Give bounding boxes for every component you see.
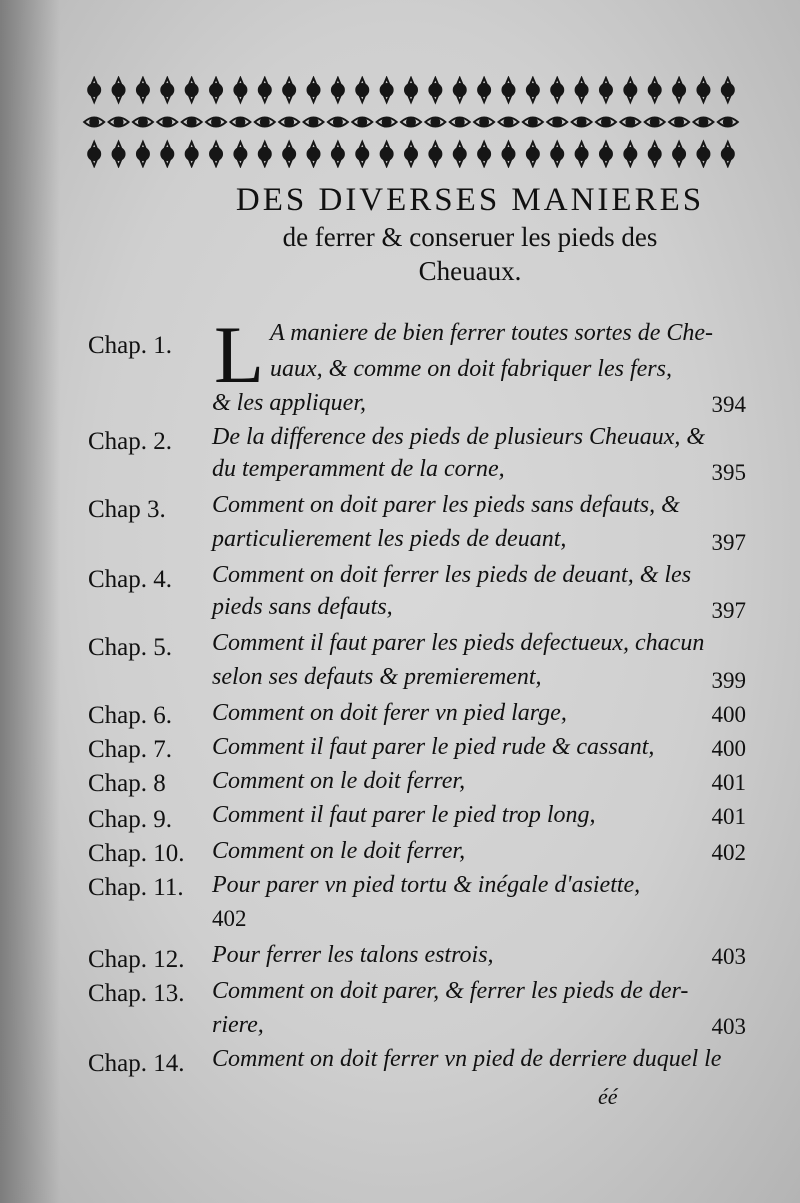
fleuron-mark bbox=[185, 78, 199, 102]
fleuron-mark bbox=[279, 117, 299, 127]
entry-line: Comment il faut parer le pied rude & cassant, bbox=[212, 734, 655, 760]
fleuron-mark bbox=[477, 78, 491, 102]
chapter-label: Chap. 12. bbox=[88, 946, 185, 973]
entry-page-inline: 402 bbox=[212, 906, 247, 931]
page-number: 400 bbox=[711, 736, 746, 761]
fleuron-mark bbox=[355, 142, 369, 166]
page-number: 401 bbox=[711, 804, 746, 829]
fleuron-mark bbox=[258, 142, 272, 166]
fleuron-mark bbox=[596, 117, 616, 127]
fleuron-mark bbox=[112, 78, 126, 102]
fleuron-mark bbox=[428, 142, 442, 166]
chapter-label: Chap. 8 bbox=[88, 770, 166, 797]
fleuron-mark bbox=[672, 78, 686, 102]
fleuron-mark bbox=[550, 142, 564, 166]
gutter-shadow bbox=[0, 0, 60, 1203]
fleuron-mark bbox=[672, 142, 686, 166]
fleuron-mark bbox=[572, 117, 592, 127]
entry-line: pieds sans defauts, bbox=[212, 594, 393, 620]
fleuron-mark bbox=[453, 78, 467, 102]
fleuron-mark bbox=[623, 142, 637, 166]
fleuron-mark bbox=[718, 117, 738, 127]
fleuron-mark bbox=[599, 78, 613, 102]
chapter-label: Chap. 10. bbox=[88, 840, 185, 867]
fleuron-mark bbox=[501, 142, 515, 166]
page-number: 402 bbox=[711, 840, 746, 865]
drop-capital: L bbox=[214, 309, 265, 400]
fleuron-mark bbox=[550, 78, 564, 102]
fleuron-mark bbox=[693, 117, 713, 127]
fleuron-mark bbox=[331, 78, 345, 102]
fleuron-mark bbox=[282, 78, 296, 102]
fleuron-mark bbox=[547, 117, 567, 127]
chapter-label: Chap. 11. bbox=[88, 874, 184, 901]
fleuron-mark bbox=[377, 117, 397, 127]
fleuron-mark bbox=[112, 142, 126, 166]
fleuron-mark bbox=[209, 142, 223, 166]
fleuron-mark bbox=[160, 78, 174, 102]
entry-line: riere, bbox=[212, 1012, 264, 1038]
fleuron-mark bbox=[282, 142, 296, 166]
fleuron-mark bbox=[401, 117, 421, 127]
fleuron-mark bbox=[206, 117, 226, 127]
chapter-label: Chap. 6. bbox=[88, 702, 173, 729]
fleuron-mark bbox=[136, 78, 150, 102]
fleuron-mark bbox=[182, 117, 202, 127]
fleuron-mark bbox=[109, 117, 129, 127]
fleuron-mark bbox=[526, 142, 540, 166]
entry-line: Comment on doit parer, & ferrer les pieds de der- bbox=[212, 978, 689, 1004]
fleuron-mark bbox=[404, 78, 418, 102]
fleuron-mark bbox=[523, 117, 543, 127]
section-title: DES DIVERSES MANIERES bbox=[235, 182, 705, 218]
fleuron-mark bbox=[501, 78, 515, 102]
fleuron-mark bbox=[255, 117, 275, 127]
fleuron-mark bbox=[209, 78, 223, 102]
fleuron-mark bbox=[474, 117, 494, 127]
fleuron-mark bbox=[696, 142, 710, 166]
entry-line: particulierement les pieds de deuant, bbox=[212, 526, 567, 552]
fleuron-mark bbox=[233, 142, 247, 166]
entry-line: Comment on le doit ferrer, bbox=[212, 768, 466, 794]
fleuron-mark bbox=[477, 142, 491, 166]
fleuron-mark bbox=[620, 117, 640, 127]
entry-line: De la difference des pieds de plusieurs Cheuaux, & bbox=[212, 424, 706, 450]
fleuron-mark bbox=[380, 78, 394, 102]
fleuron-mark bbox=[425, 117, 445, 127]
chapter-label: Chap. 2. bbox=[88, 428, 173, 455]
entry-line: Comment on doit parer les pieds sans defauts, & bbox=[212, 492, 680, 518]
chapter-label: Chap. 9. bbox=[88, 806, 173, 833]
fleuron-mark bbox=[328, 117, 348, 127]
entry-line: du temperamment de la corne, bbox=[212, 456, 505, 482]
fleuron-mark bbox=[258, 78, 272, 102]
section-subtitle-line2: Cheuaux. bbox=[418, 256, 522, 286]
fleuron-mark bbox=[648, 142, 662, 166]
fleuron-mark bbox=[87, 78, 101, 102]
entry-line: selon ses defauts & premierement, bbox=[212, 664, 542, 690]
fleuron-ornament-band bbox=[82, 76, 740, 168]
fleuron-mark bbox=[575, 142, 589, 166]
fleuron-mark bbox=[352, 117, 372, 127]
page-number: 395 bbox=[711, 460, 746, 485]
fleuron-mark bbox=[453, 142, 467, 166]
fleuron-mark bbox=[307, 78, 321, 102]
entry-line: Comment on doit ferer vn pied large, bbox=[212, 700, 567, 726]
fleuron-mark bbox=[136, 142, 150, 166]
fleuron-mark bbox=[157, 117, 177, 127]
fleuron-mark bbox=[331, 142, 345, 166]
fleuron-mark bbox=[450, 117, 470, 127]
fleuron-mark bbox=[380, 142, 394, 166]
fleuron-mark bbox=[721, 142, 735, 166]
fleuron-mark bbox=[230, 117, 250, 127]
fleuron-mark bbox=[428, 78, 442, 102]
fleuron-mark bbox=[304, 117, 324, 127]
page-number: 397 bbox=[711, 530, 746, 555]
chapter-label: Chap. 13. bbox=[88, 980, 185, 1007]
fleuron-mark bbox=[648, 78, 662, 102]
page-number: 399 bbox=[711, 668, 746, 693]
entry-line: & les appliquer, bbox=[212, 390, 366, 416]
catchword: éé bbox=[598, 1084, 618, 1109]
fleuron-mark bbox=[84, 117, 104, 127]
fleuron-mark bbox=[355, 78, 369, 102]
section-subtitle-line1: de ferrer & conseruer les pieds des bbox=[282, 222, 658, 252]
page-number: 403 bbox=[711, 1014, 746, 1039]
page-number: 397 bbox=[711, 598, 746, 623]
fleuron-mark bbox=[160, 142, 174, 166]
fleuron-mark bbox=[623, 78, 637, 102]
chapter-label: Chap. 14. bbox=[88, 1050, 185, 1077]
entry-line: Comment il faut parer les pieds defectueux, chacun bbox=[212, 630, 705, 656]
chapter-label: Chap 3. bbox=[88, 496, 166, 523]
page-number: 401 bbox=[711, 770, 746, 795]
fleuron-mark bbox=[526, 78, 540, 102]
fleuron-mark bbox=[645, 117, 665, 127]
chapter-label: Chap. 5. bbox=[88, 634, 173, 661]
entry-line: Pour parer vn pied tortu & inégale d'asiette, bbox=[212, 872, 641, 898]
page-number: 394 bbox=[711, 392, 746, 417]
fleuron-mark bbox=[669, 117, 689, 127]
fleuron-mark bbox=[233, 78, 247, 102]
page-number: 403 bbox=[711, 944, 746, 969]
fleuron-mark bbox=[575, 78, 589, 102]
fleuron-mark bbox=[696, 78, 710, 102]
entry-line: Comment il faut parer le pied trop long, bbox=[212, 802, 596, 828]
entry-line: Pour ferrer les talons estrois, bbox=[212, 942, 494, 968]
fleuron-mark bbox=[721, 78, 735, 102]
fleuron-mark bbox=[599, 142, 613, 166]
fleuron-mark bbox=[307, 142, 321, 166]
entry-line: Comment on le doit ferrer, bbox=[212, 838, 466, 864]
entry-line: uaux, & comme on doit fabriquer les fers, bbox=[270, 356, 672, 382]
fleuron-mark bbox=[133, 117, 153, 127]
chapter-label: Chap. 1. bbox=[88, 332, 173, 359]
chapter-label: Chap. 7. bbox=[88, 736, 173, 763]
entry-line: Comment on doit ferrer vn pied de derriere duquel le bbox=[212, 1046, 722, 1072]
entry-line: A maniere de bien ferrer toutes sortes de Che- bbox=[270, 320, 714, 346]
fleuron-mark bbox=[185, 142, 199, 166]
entry-line: Comment on doit ferrer les pieds de deuant, & les bbox=[212, 562, 692, 588]
chapter-label: Chap. 4. bbox=[88, 566, 173, 593]
page-number: 400 bbox=[711, 702, 746, 727]
fleuron-mark bbox=[498, 117, 518, 127]
fleuron-mark bbox=[87, 142, 101, 166]
fleuron-mark bbox=[404, 142, 418, 166]
